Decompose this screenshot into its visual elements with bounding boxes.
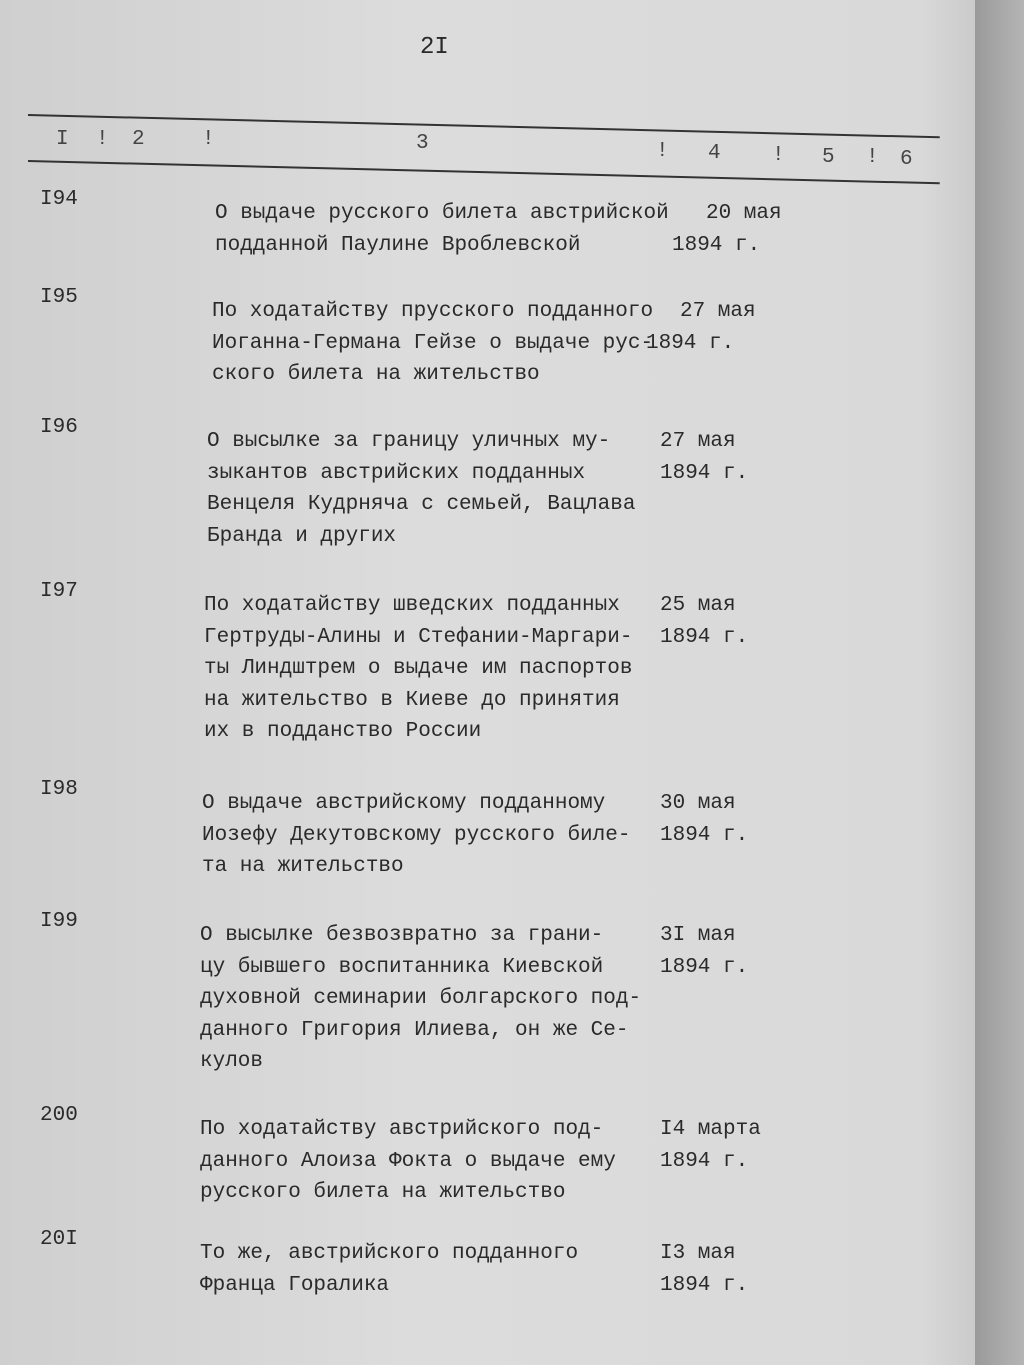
entry-number: 20I [40,1228,78,1251]
entry-date-line: 27 мая [680,300,756,323]
entry-date-line: 3I мая [660,924,736,947]
col-header-4: 4 [708,142,721,165]
entry-text-line: О выдаче австрийскому подданному [202,792,606,815]
entry-date-line: 1894 г. [660,461,749,485]
col-header-3: 3 [416,132,429,155]
entry-date [660,1114,761,1177]
entry-date [646,296,756,359]
entry-text-line: О высылке за границу уличных му- [207,430,611,453]
entry-text [200,1114,616,1209]
entry-text-line: Бранда и других [207,524,397,548]
entry-date-line: 1894 г. [660,625,749,649]
entry-text-line: кулов [200,1050,264,1073]
entry-text [215,198,669,261]
entry-number: I99 [40,910,78,933]
entry-date-line: 1894 г. [672,233,761,257]
entry-text-line: По ходатайству австрийского под- [200,1118,604,1141]
entry-text-line: данного Григория Илиева, он же Се- [200,1018,629,1042]
entry-text-line: духовной семинарии болгарского под- [200,987,642,1010]
entry-text-line: По ходатайству шведских подданных [204,594,620,617]
entry-text-line: О высылке безвозвратно за грани- [200,924,604,947]
entry-text-line: подданной Паулине Вроблевской [215,233,581,257]
entry-text-line: О выдаче русского билета австрийской [215,202,669,225]
entry-text [202,788,630,883]
entry-text-line: данного Алоиза Фокта о выдаче ему [200,1149,616,1173]
entry-text-line: зыкантов австрийских подданных [207,461,586,485]
entry-number: I96 [40,416,78,439]
entry-date-line: 27 мая [660,430,736,453]
entry-number: I97 [40,580,78,603]
entry-text [200,1238,578,1301]
entry-text [212,296,653,391]
header-rule-bottom [28,160,940,184]
col-separator: ! [866,146,879,169]
entry-date-line: 1894 г. [646,331,735,355]
entry-date-line: 1894 г. [660,955,749,979]
entry-date-line: I4 марта [660,1118,761,1141]
entry-date-line: 1894 г. [660,1149,749,1173]
entry-text-line: цу бывшего воспитанника Киевской [200,955,604,979]
entry-text-line: По ходатайству прусского подданного [212,300,654,323]
col-separator: ! [96,128,109,151]
header-rule-top [28,114,940,138]
entry-text-line: их в подданство России [204,720,482,743]
entry-date [660,426,748,489]
entry-date [660,590,748,653]
col-header-5: 5 [822,146,835,169]
entry-text-line: ского билета на жительство [212,363,540,386]
entry-date [660,920,748,983]
entry-text-line: Иозефу Декутовскому русского биле- [202,823,631,847]
page-edge-shadow [975,0,1024,1365]
entry-text-line: на жительство в Киеве до принятия [204,688,620,712]
entry-number: I94 [40,188,78,211]
entry-text-line: ты Линдштрем о выдаче им паспортов [204,657,633,680]
col-header-2: 2 [132,128,145,151]
entry-date-line: 1894 г. [660,823,749,847]
entry-number: 200 [40,1104,78,1127]
entry-text-line: Венцеля Кудрнячa с семьей, Вацлава [207,493,636,516]
entry-text-line: та на жительство [202,855,404,878]
entry-date-line: I3 мая [660,1242,736,1265]
entry-date [660,788,748,851]
entry-text-line: русского билета на жительство [200,1181,566,1204]
col-separator: ! [656,140,669,163]
entry-text-line: Иоганна-Германа Гейзе о выдаче рус- [212,331,654,355]
entry-number: I95 [40,286,78,309]
entry-text-line: Франца Горалика [200,1273,390,1297]
entry-number: I98 [40,778,78,801]
entry-text [200,920,641,1078]
entry-text-line: Гертруды-Алины и Стефании-Маргари- [204,625,633,649]
page-number: 2I [420,34,449,61]
entry-date-line: 1894 г. [660,1273,749,1297]
col-header-1: I [56,128,69,151]
entry-text [207,426,635,552]
entry-date [672,198,782,261]
entry-date [660,1238,748,1301]
entry-text-line: То же, австрийского подданного [200,1242,579,1265]
entry-text [204,590,632,748]
entry-date-line: 25 мая [660,594,736,617]
col-header-6: 6 [900,148,913,171]
col-separator: ! [202,128,215,151]
entry-date-line: 30 мая [660,792,736,815]
entry-date-line: 20 мая [706,202,782,225]
col-separator: ! [772,144,785,167]
